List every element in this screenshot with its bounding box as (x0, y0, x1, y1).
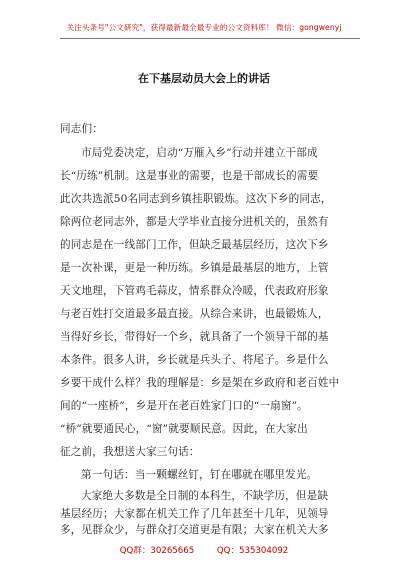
body-line: 多，见群众少，与群众打交道更是有限；大家在机关大多 (60, 524, 329, 536)
body-line: 当得好乡长，带得好一个乡，就具备了一个领导干部的基 (60, 331, 329, 343)
body-line: 征之前，我想送大家三句话： (60, 446, 200, 458)
body-line: 本条件。很多人讲，乡长就是兵头子、将尾子。乡是什么 (60, 354, 329, 366)
body-line: 的同志是在一线部门工作，但缺乏最基层经历，这次下乡 (60, 239, 329, 251)
body-line: 基层经历；大家都在机关工作了几年甚至十几年，见领导 (60, 508, 329, 520)
body-line: 第一句话：当一颗螺丝钉，钉在哪就在哪里发光。 (81, 469, 318, 481)
body-line: 乡要干成什么样？我的理解是：乡是架在乡政府和老百姓中 (60, 377, 340, 389)
salutation: 同志们： (60, 123, 103, 135)
body-line: 除两位老同志外，都是大学毕业直接分进机关的，虽然有 (60, 216, 329, 228)
body-line: 市局党委决定，启动“万雁入乡”行动并建立干部成 (81, 147, 318, 159)
body-line: 此次共选派50名同志到乡镇挂职锻炼。这次下乡的同志， (60, 193, 332, 205)
body-line: 与老百姓打交道最多最直接。从综合来讲，也最锻炼人， (60, 308, 329, 320)
body-line: 是一次补课，更是一种历练。乡镇是最基层的地方，上管 (60, 262, 329, 274)
body-line: 大家绝大多数是全日制的本科生，不缺学历，但是缺 (81, 490, 329, 502)
qq-number: QQ：535304092 (216, 546, 289, 556)
contact-footer (0, 544, 408, 556)
promo-header: 关注头条号"公文研究"，获得最新最全最专业的公文资料库！ 微信：gongwenyj (66, 23, 342, 32)
body-line: 间的“一座桥”，乡是开在老百姓家门口的“一扇窗”。 (60, 400, 308, 412)
header-divider (60, 38, 360, 39)
qq-group-number: QQ群：30265665 (119, 546, 195, 556)
document-title: 在下基层动员大会上的讲话 (138, 72, 270, 85)
body-line: 长“历练”机制。这是事业的需要，也是干部成长的需要 (60, 170, 319, 182)
body-line: “桥”就要通民心，“窗”就要顺民意。因此，在大家出 (60, 423, 308, 435)
body-line: 天文地理，下管鸡毛蒜皮，情系群众冷暖，代表政府形象 (60, 285, 329, 297)
